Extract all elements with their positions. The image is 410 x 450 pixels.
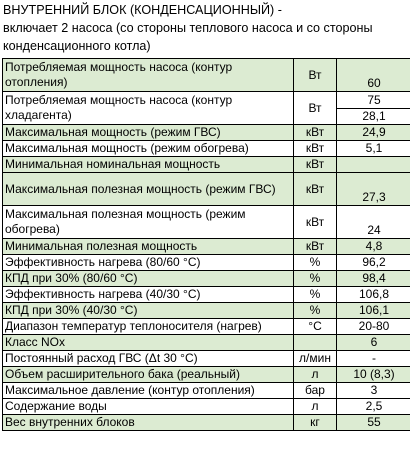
- document-heading: [3, 1, 407, 55]
- value-cell: 2,5: [337, 399, 410, 415]
- param-cell: Содержание воды: [3, 399, 294, 415]
- value-cell-top: 75: [337, 93, 410, 109]
- unit-cell: кВт: [294, 125, 337, 141]
- param-cell: Эффективность нагрева (40/30 °C): [3, 287, 294, 303]
- unit-cell: кВт: [294, 239, 337, 255]
- value-cell: 6: [337, 335, 410, 351]
- param-cell: Диапазон температур теплоносителя (нагрев): [3, 319, 294, 335]
- table-row: [3, 383, 410, 399]
- unit-cell: л: [294, 367, 337, 383]
- value-cell: 60: [337, 59, 410, 92]
- value-cell: 4,8: [337, 239, 410, 255]
- table-row: [3, 173, 410, 206]
- heading-line-3: конденсационного котла): [3, 39, 151, 53]
- heading-line-2: включает 2 насоса (со стороны теплового насоса и со стороны: [3, 21, 373, 35]
- param-cell: Минимальная номинальная мощность: [3, 157, 294, 173]
- unit-cell: Вт: [294, 92, 337, 125]
- param-cell: Максимальная полезная мощность (режим ГВС): [3, 173, 294, 206]
- param-cell: Вес внутренних блоков: [3, 415, 294, 431]
- table-row: [3, 157, 410, 173]
- value-cell: 96,2: [337, 255, 410, 271]
- table-row: [3, 271, 410, 287]
- unit-cell: °C: [294, 319, 337, 335]
- unit-cell: %: [294, 287, 337, 303]
- value-cell: 5,1: [337, 141, 410, 157]
- table-row: [3, 287, 410, 303]
- value-cell: 98,4: [337, 271, 410, 287]
- table-row: [3, 239, 410, 255]
- value-cell: [337, 92, 410, 125]
- table-row: [3, 59, 410, 92]
- unit-cell: л: [294, 399, 337, 415]
- param-cell: Класс NOx: [3, 335, 294, 351]
- table-row: [3, 351, 410, 367]
- value-cell: 24,9: [337, 125, 410, 141]
- value-cell: -: [337, 351, 410, 367]
- param-cell: Максимальная полезная мощность (режим обогрева): [3, 206, 294, 239]
- table-row: [3, 335, 410, 351]
- table-row: [3, 399, 410, 415]
- value-cell: 20-80: [337, 319, 410, 335]
- param-cell: Потребляемая мощность насоса (контур отопления): [3, 59, 294, 92]
- param-cell: КПД при 30% (40/30 °C): [3, 303, 294, 319]
- value-cell: 3: [337, 383, 410, 399]
- unit-cell: кВт: [294, 157, 337, 173]
- table-row: [3, 92, 410, 125]
- param-cell: Объем расширительного бака (реальный): [3, 367, 294, 383]
- unit-cell: кВт: [294, 173, 337, 206]
- unit-cell: Вт: [294, 59, 337, 92]
- unit-cell: бар: [294, 383, 337, 399]
- param-cell: Максимальная мощность (режим обогрева): [3, 141, 294, 157]
- value-cell-bottom: 28,1: [362, 108, 386, 123]
- value-cell: 10 (8,3): [337, 367, 410, 383]
- value-cell: [337, 157, 410, 173]
- param-cell: КПД при 30% (80/60 °C): [3, 271, 294, 287]
- unit-cell: %: [294, 303, 337, 319]
- value-cell: 106,1: [337, 303, 410, 319]
- value-cell: 55: [337, 415, 410, 431]
- value-cell: 24: [337, 206, 410, 239]
- param-cell: Постоянный расход ГВС (Δt 30 °C): [3, 351, 294, 367]
- param-cell: Эффективность нагрева (80/60 °C): [3, 255, 294, 271]
- param-cell: Минимальная полезная мощность: [3, 239, 294, 255]
- table-row: [3, 141, 410, 157]
- unit-cell: кВт: [294, 141, 337, 157]
- param-cell: Максимальная мощность (режим ГВС): [3, 125, 294, 141]
- value-cell: 27,3: [337, 173, 410, 206]
- unit-cell: кВт: [294, 206, 337, 239]
- table-row: [3, 125, 410, 141]
- table-row: [3, 206, 410, 239]
- value-cell: 106,8: [337, 287, 410, 303]
- unit-cell: кг: [294, 415, 337, 431]
- unit-cell: %: [294, 271, 337, 287]
- unit-cell: л/мин: [294, 351, 337, 367]
- table-row: [3, 367, 410, 383]
- table-row: [3, 303, 410, 319]
- spec-table-body: [3, 59, 410, 431]
- table-row: [3, 255, 410, 271]
- unit-cell: %: [294, 255, 337, 271]
- table-row: [3, 319, 410, 335]
- param-cell: Максимальное давление (контур отопления): [3, 383, 294, 399]
- unit-cell: [294, 335, 337, 351]
- heading-line-1: ВНУТРЕННИЙ БЛОК (КОНДЕНСАЦИОННЫЙ) -: [3, 3, 282, 17]
- spec-table: [2, 58, 410, 431]
- table-row: [3, 415, 410, 431]
- param-cell: Потребляемая мощность насоса (контур хладагента): [3, 92, 294, 125]
